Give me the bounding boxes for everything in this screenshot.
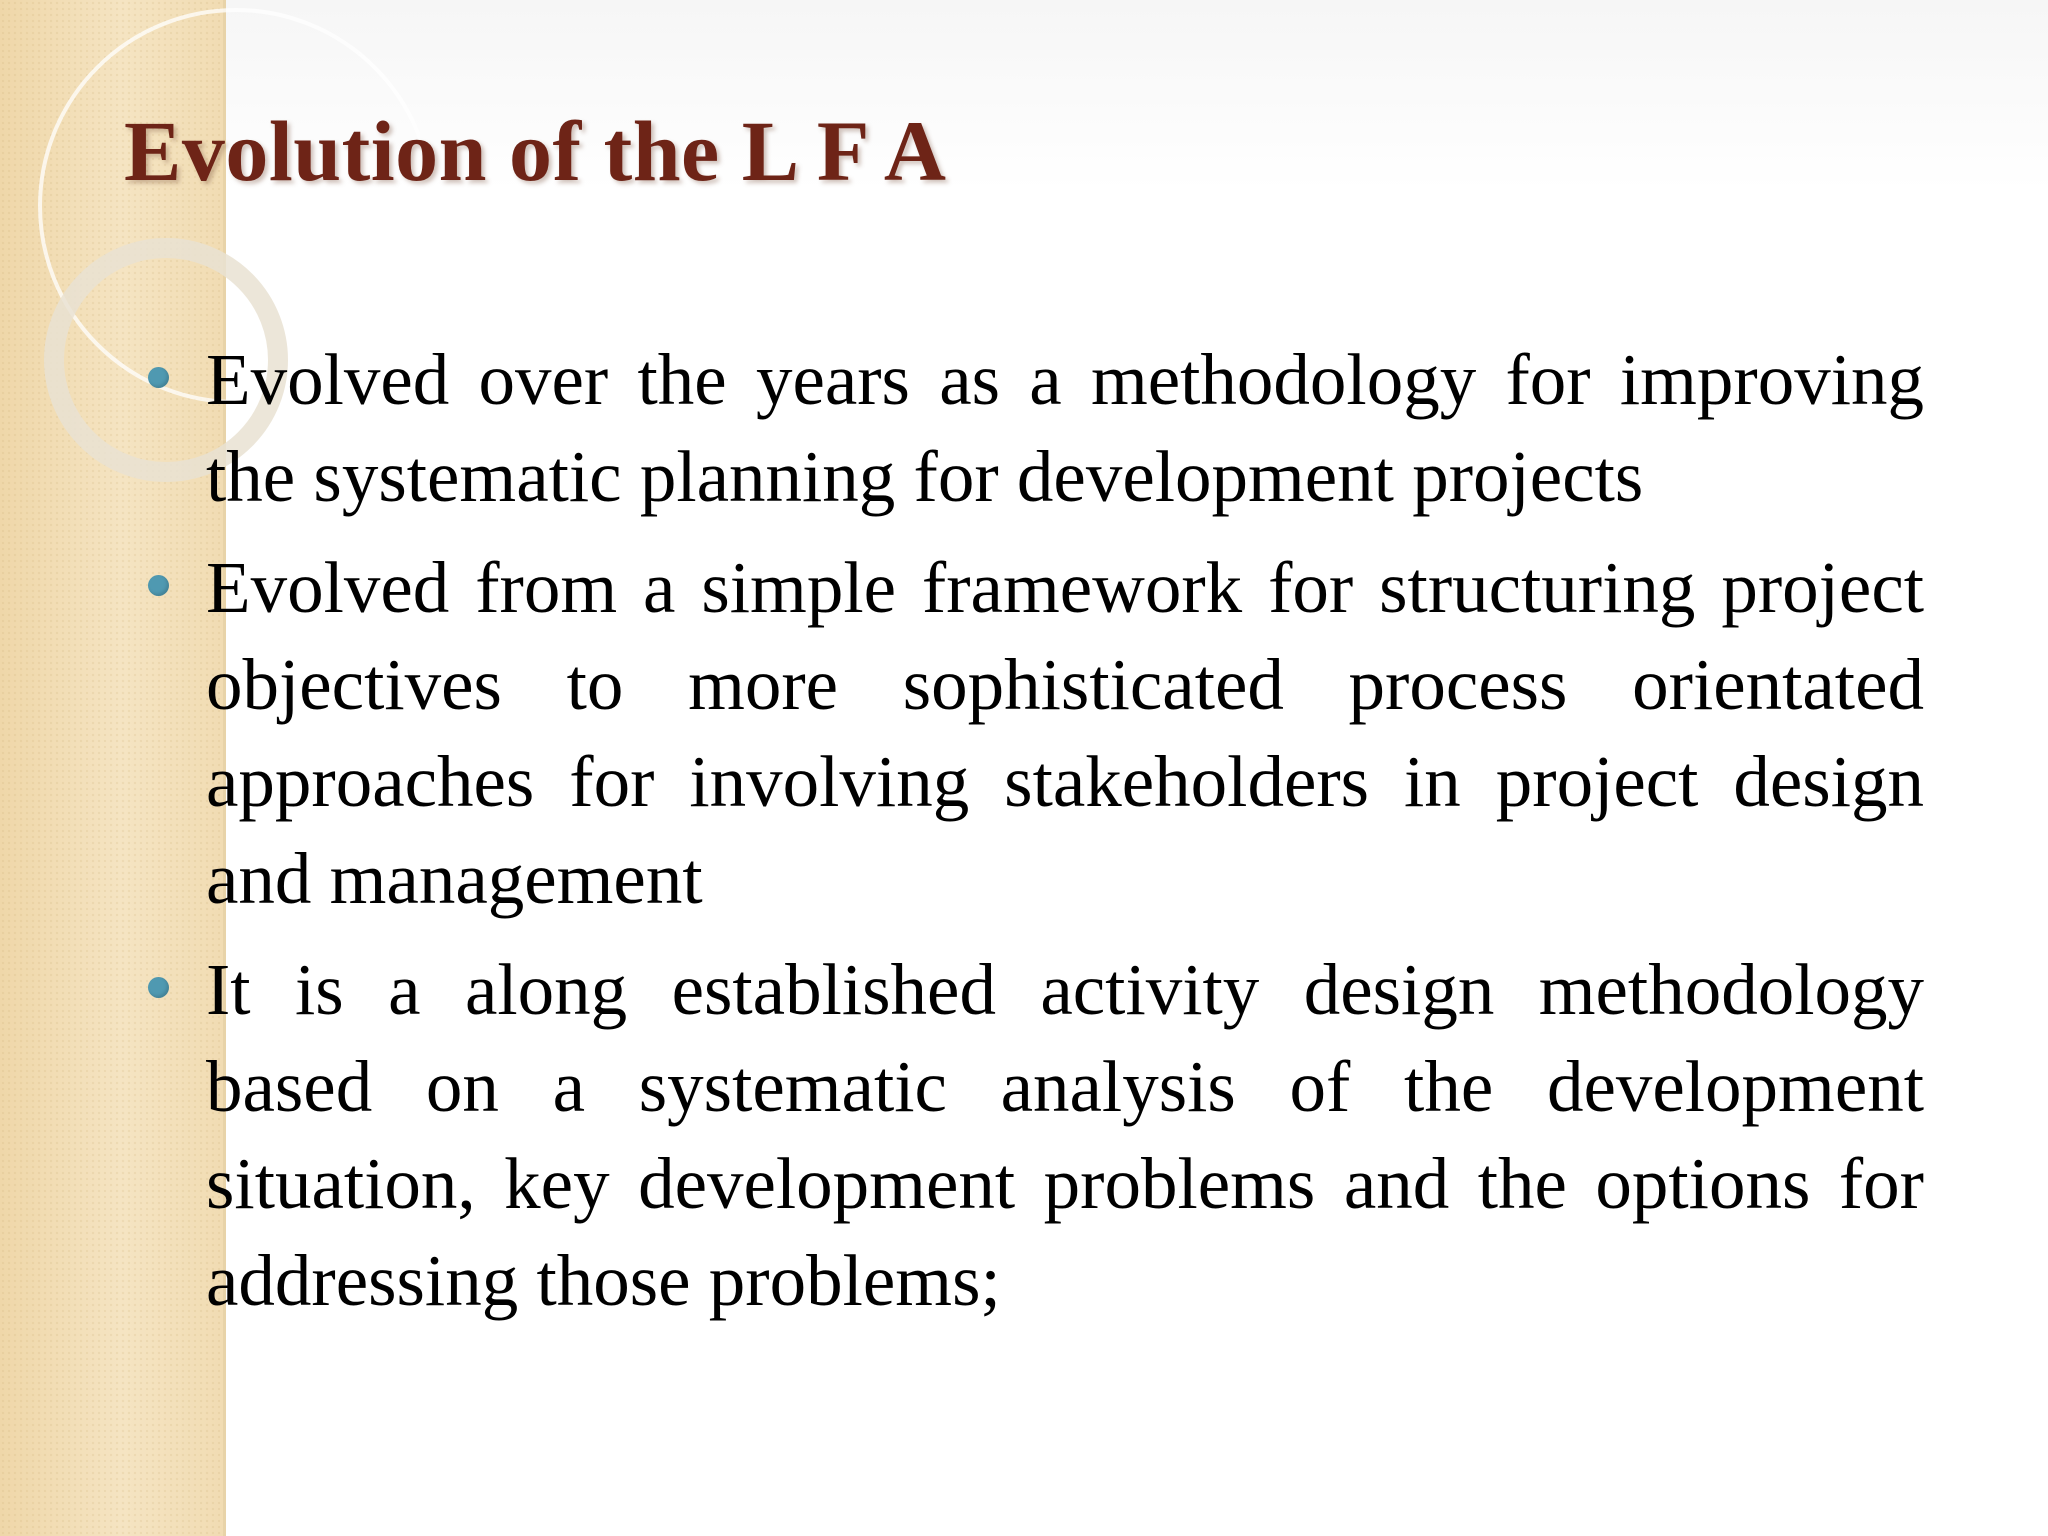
bullet-dot-icon — [148, 367, 169, 388]
bullet-text: It is a along established activity design methodology based on a systematic analysis of the development situation, key development problems and the options for addressing those problems; — [206, 949, 1924, 1321]
bullet-item — [206, 331, 1924, 525]
bullet-item — [206, 941, 1924, 1329]
bullet-dot-icon — [148, 575, 169, 596]
bullet-item — [206, 539, 1924, 927]
bullet-dot-icon — [148, 977, 169, 998]
bullet-text: Evolved over the years as a methodology for improving the systematic planning for development projects — [206, 339, 1924, 517]
slide-title: Evolution of the L F A — [124, 103, 947, 199]
bullet-text: Evolved from a simple framework for structuring project objectives to more sophisticated process orientated approaches for involving stakeholders in project design and management — [206, 547, 1924, 919]
bullet-list — [206, 331, 1924, 1343]
left-decorative-band — [0, 0, 226, 1536]
